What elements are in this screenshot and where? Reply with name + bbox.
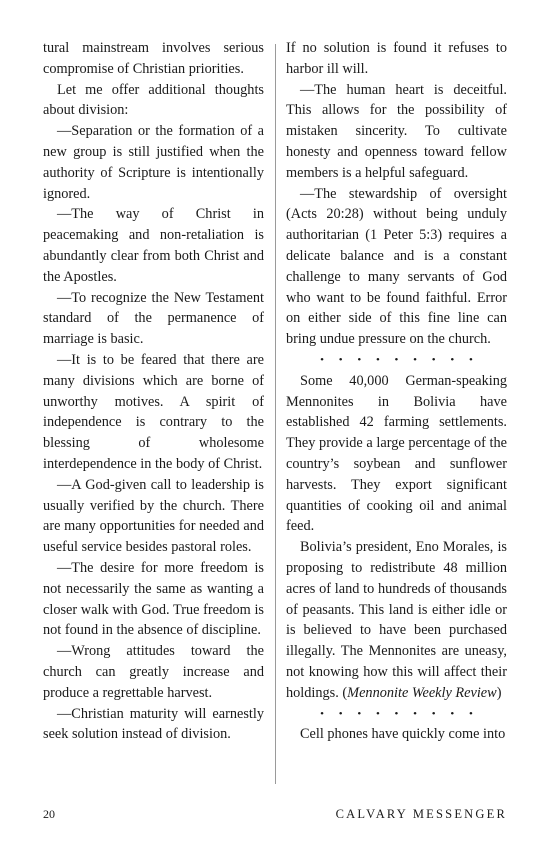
- source-citation: Mennonite Weekly Review: [347, 684, 497, 701]
- left-text-column: [43, 38, 264, 745]
- paragraph: If no solution is found it refuses to harbor ill will.: [286, 40, 507, 77]
- paragraph: —A God-given call to leadership is usually verified by the church. There are many opportunities for needed and useful service besides pastoral roles.: [43, 476, 264, 556]
- paragraph-text-end: ): [496, 684, 502, 701]
- paragraph: [286, 537, 507, 703]
- section-separator: • • • • • • • • •: [320, 353, 479, 366]
- paragraph: —It is to be feared that there are many divisions which are borne of unworthy motives. A spirit of independence is contrary to the blessing of wholesome interdependence in the body of Christ.: [43, 351, 264, 472]
- paragraph: —Separation or the formation of a new group is still justified when the authority of Scripture is intentionally ignored.: [43, 123, 264, 202]
- paragraph: —Christian maturity will earnestly seek solution instead of division.: [43, 705, 264, 743]
- paragraph: Cell phones have quickly come into: [300, 726, 506, 743]
- right-text-column: [286, 38, 507, 745]
- paragraph: —To recognize the New Testament standard of the permanence of marriage is basic.: [43, 289, 264, 348]
- paragraph-text: Bolivia’s president, Eno Morales, is proposing to redistribute 48 million acres of land to hundreds of thousands of peasants. This land is either idle or is believed to have been purchased illegally. The Mennonites are uneasy, not knowing how this will affect their holdings. (: [286, 539, 507, 701]
- paragraph: Some 40,000 German-speaking Mennonites in Bolivia have established 42 farming settlements. They provide a large percentage of the country’s soybean and sunflower harvests. They export significant quantities of cooking oil and animal feed.: [286, 372, 507, 535]
- paragraph: —The way of Christ in peacemaking and non-retaliation is abundantly clear from both Christ and the Apostles.: [43, 206, 264, 285]
- publication-name: CALVARY MESSENGER: [335, 807, 507, 821]
- column-divider: [275, 44, 276, 784]
- page-number: 20: [43, 807, 55, 821]
- paragraph: —The desire for more freedom is not necessarily the same as wanting a closer walk with God. True freedom is not found in the absence of discipline.: [43, 559, 264, 639]
- paragraph: —Wrong attitudes toward the church can greatly increase and produce a regrettable harvest.: [43, 643, 264, 701]
- section-separator: • • • • • • • • •: [320, 707, 479, 720]
- paragraph: —The human heart is deceitful. This allows for the possibility of mistaken sincerity. To cultivate honesty and openness toward fellow members is a helpful safeguard.: [286, 81, 507, 181]
- paragraph: Let me offer additional thoughts about division:: [43, 81, 264, 119]
- paragraph: —The stewardship of oversight (Acts 20:28) without being unduly authoritarian (1 Peter 5:3) requires a delicate balance and is a constant challenge to many servants of God who want to be found faithful. Error on either side of this fine line can bring undue pressure on the church.: [286, 185, 507, 348]
- paragraph: tural mainstream involves serious compromise of Christian priorities.: [43, 40, 264, 77]
